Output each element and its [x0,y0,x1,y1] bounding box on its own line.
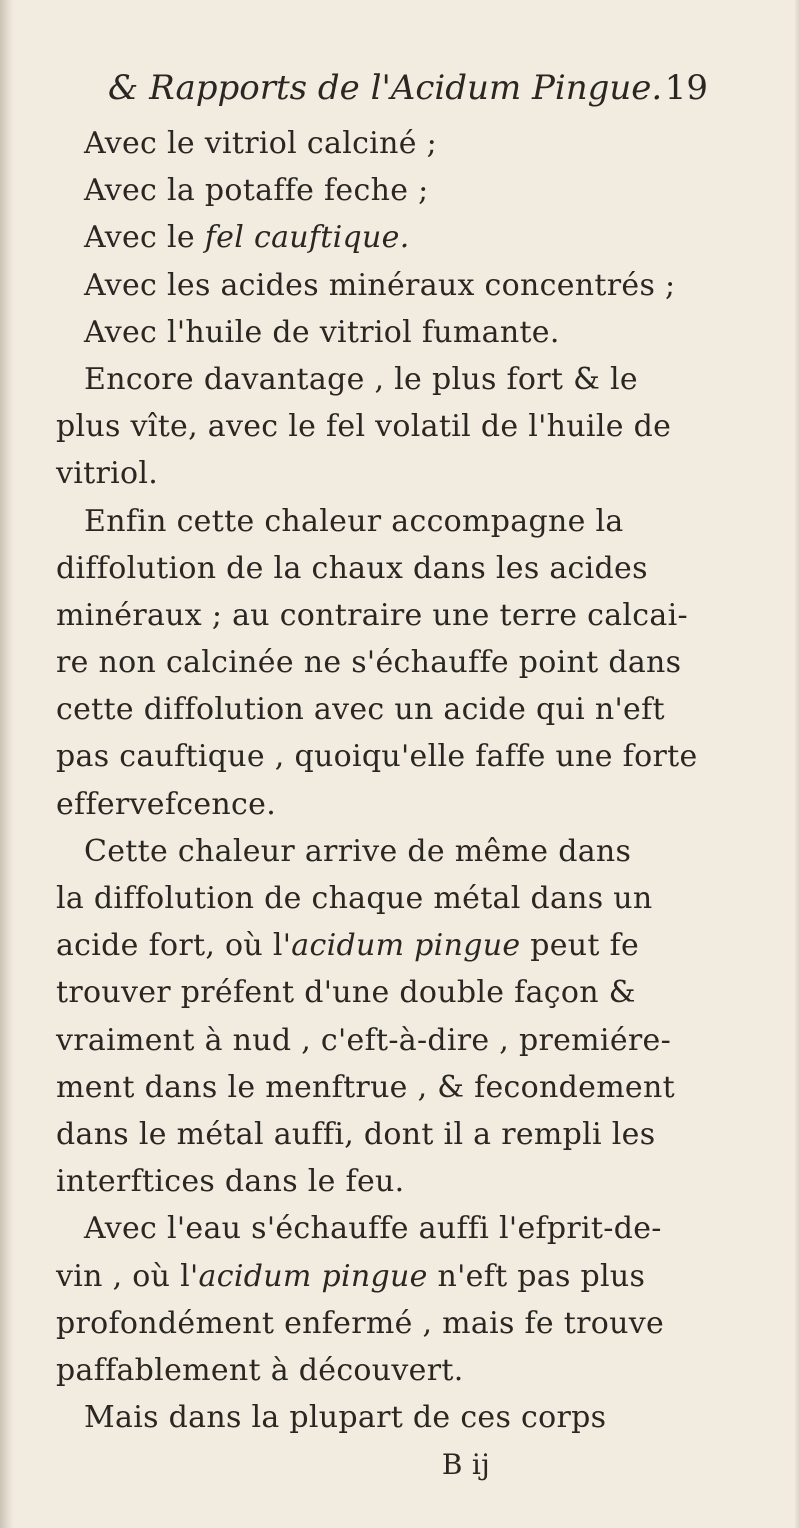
paragraph-start: Avec l'eau s'échauffe auffi l'efprit-de- [84,1211,662,1247]
text-line: re non calcinée ne s'échauffe point dans [56,645,682,681]
text-line: acide fort, où l'acidum pingue peut fe [56,928,640,964]
text-line: Avec le vitriol calciné ; [84,126,437,161]
text-line: pas cauftique , quoiqu'elle faffe une forte [56,739,698,775]
text-line: la diffolution de chaque métal dans un [56,881,653,916]
text-line: cette diffolution avec un acide qui n'eft [56,692,665,728]
text-line: plus vîte, avec le fel volatil de l'huile de [56,409,672,445]
text-line: Avec le fel cauftique. [84,220,410,256]
running-header [108,64,708,114]
text-line: Avec les acides minéraux concentrés ; [84,267,676,303]
paragraph-start: Cette chaleur arrive de même dans [84,833,632,869]
paragraph-start: Encore davantage , le plus fort & le [84,361,638,397]
text-line: paffablement à découvert. [56,1352,464,1388]
text-line: diffolution de la chaux dans les acides [56,550,648,586]
text-line: Avec la potaffe feche ; [84,173,429,209]
text-line: vitriol. [56,456,159,492]
text-line: trouver préfent d'une double façon & [56,975,636,1011]
page-edge-right [794,0,800,1528]
page-number: 19 [664,68,708,108]
page-edge-left [0,0,14,1528]
text-line: interftices dans le feu. [56,1164,405,1200]
text-line: dans le métal auffi, dont il a rempli les [56,1116,656,1152]
text-line: minéraux ; au contraire une terre calcai- [56,597,688,633]
text-line: profondément enfermé , mais fe trouve [56,1305,665,1341]
running-title: & Rapports de l'Acidum Pingue. [108,68,663,108]
text-line: vin , où l'acidum pingue n'eft pas plus [56,1258,646,1294]
text-line: effervefcence. [56,786,277,822]
text-line: vraiment à nud , c'eft-à-dire , premiére- [56,1022,672,1058]
signature-mark: B ij [441,1448,491,1482]
paragraph-start: Mais dans la plupart de ces corps [84,1400,607,1436]
paragraph-start: Enfin cette chaleur accompagne la [84,503,624,539]
text-line: ment dans le menftrue , & fecondement [56,1069,675,1105]
text-line: Avec l'huile de vitriol fumante. [84,314,560,350]
body-text [56,120,756,1488]
